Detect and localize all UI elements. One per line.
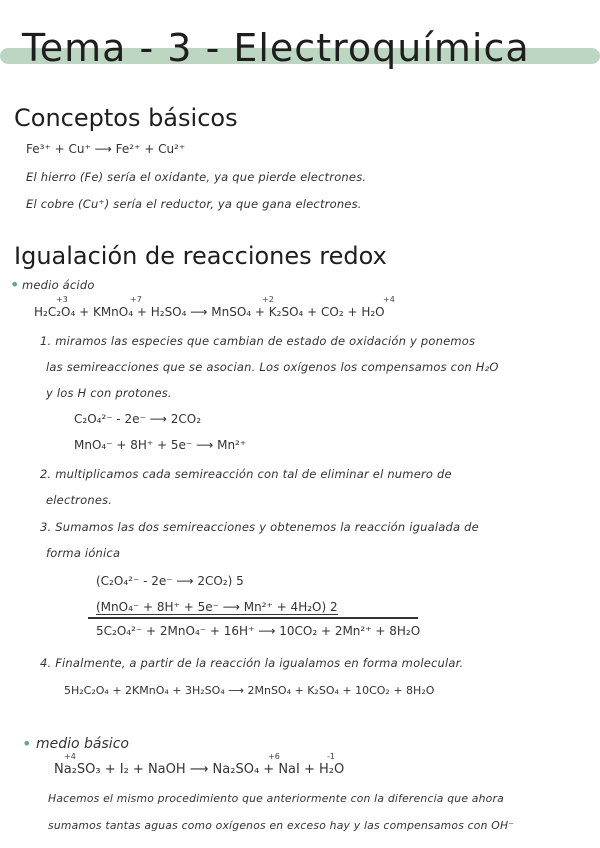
ionic-equation: 5C₂O₄²⁻ + 2MnO₄⁻ + 16H⁺ ⟶ 10CO₂ + 2Mn²⁺ + 8H₂O [96,624,421,638]
bullet-dot: • [22,734,32,753]
step2-line-a: 2. multiplicamos cada semireacción con tal de eliminar el numero de [40,467,452,481]
ox-state: +4 [383,295,395,304]
page-title: Tema - 3 - Electroquímica [22,26,530,70]
multiplied-semireaction-1: (C₂O₄²⁻ - 2e⁻ ⟶ 2CO₂) 5 [96,574,244,588]
reaction-acido: H₂C₂O₄ + KMnO₄ + H₂SO₄ ⟶ MnSO₄ + K₂SO₄ + CO₂ + H₂O [34,305,385,319]
medio-acido-label: medio ácido [22,278,95,292]
step1-line-c: y los H con protones. [46,386,172,400]
step3-line-a: 3. Sumamos las dos semireacciones y obtenemos la reacción igualada de [40,520,479,534]
bullet-dot: • [10,275,20,294]
semireaction-2: MnO₄⁻ + 8H⁺ + 5e⁻ ⟶ Mn²⁺ [74,438,247,452]
sum-line [88,617,418,619]
step4-line: 4. Finalmente, a partir de la reacción la igualamos en forma molecular. [40,656,464,670]
ox-state: +2 [262,295,274,304]
basico-text-a: Hacemos el mismo procedimiento que anteriormente con la diferencia que ahora [48,792,504,805]
reaction-fe-cu: Fe³⁺ + Cu⁺ ⟶ Fe²⁺ + Cu²⁺ [26,142,186,156]
section-heading-igualacion: Igualación de reacciones redox [14,242,387,270]
ox-state: -1 [327,752,335,761]
concept-line-1: El hierro (Fe) sería el oxidante, ya que pierde electrones. [26,170,367,184]
semireaction-1: C₂O₄²⁻ - 2e⁻ ⟶ 2CO₂ [74,412,202,426]
reaction-basico: Na₂SO₃ + I₂ + NaOH ⟶ Na₂SO₄ + NaI + H₂O [54,762,345,777]
medio-basico-label: medio básico [36,736,129,752]
ox-state: +4 [64,752,76,761]
ox-state: +6 [268,752,280,761]
step3-line-b: forma iónica [46,546,121,560]
section-heading-conceptos: Conceptos básicos [14,104,238,132]
ox-state: +7 [130,295,142,304]
basico-text-b: sumamos tantas aguas como oxígenos en exceso hay y las compensamos con OH⁻ [48,819,515,832]
step2-line-b: electrones. [46,493,113,507]
step1-line-b: las semireacciones que se asocian. Los oxígenos los compensamos con H₂O [46,360,499,374]
step1-line-a: 1. miramos las especies que cambian de estado de oxidación y ponemos [40,334,476,348]
ox-state: +3 [56,295,68,304]
molecular-equation: 5H₂C₂O₄ + 2KMnO₄ + 3H₂SO₄ ⟶ 2MnSO₄ + K₂SO₄ + 10CO₂ + 8H₂O [64,684,435,697]
concept-line-2: El cobre (Cu⁺) sería el reductor, ya que gana electrones. [26,197,362,211]
multiplied-semireaction-2: (MnO₄⁻ + 8H⁺ + 5e⁻ ⟶ Mn²⁺ + 4H₂O) 2 [96,600,338,614]
